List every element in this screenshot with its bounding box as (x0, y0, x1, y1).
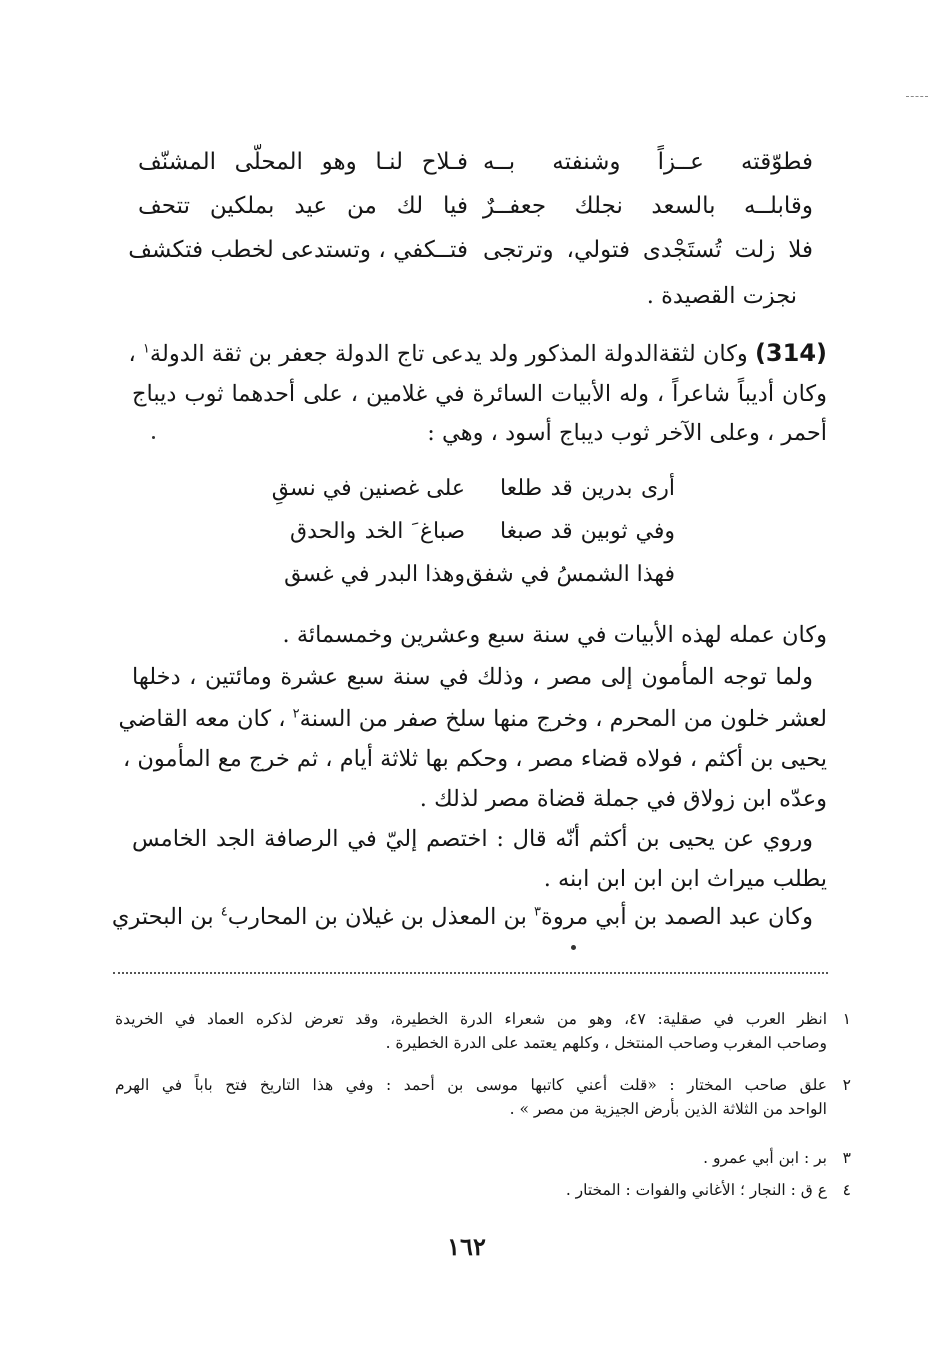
paragraph-number: (314) (754, 339, 827, 367)
footnote-number: ٣ (842, 1149, 851, 1167)
verse-hemistich-first: فلا زلت تُستَجْدى فتولي، وترتجى (483, 237, 813, 263)
verse-line (128, 228, 813, 272)
footnote-text: انظر العرب في صقلية: ٤٧، وهو من شعراء الدرة الخطيرة، وقد تعرض لذكره العماد في الخريدة (115, 1010, 827, 1028)
footnote-divider (113, 972, 828, 974)
stray-mark (571, 945, 576, 950)
verse-hemistich-first: وفي ثوبين قد صبغا (500, 519, 675, 544)
poem-ending-note: نجزت القصيدة . (646, 283, 797, 309)
opening-verses (128, 140, 813, 272)
paragraph-line: يحيى بن أكثم ، فولاه قضاء مصر ، وحكم بها ثلاثة أيام ، ثم خرج مع المأمون ، (122, 746, 827, 772)
verse-hemistich-first: أرى بدرين قد طلعا (500, 476, 675, 501)
footnote-text: ع ق : النجار ؛ الأغاني والفوات : المختار . (565, 1181, 827, 1199)
paragraph-line: وعدّه ابن زولاق في جملة قضاة مصر لذلك . (419, 786, 827, 812)
paragraph-line: وكان أديباً شاعراً ، وله الأبيات السائرة في غلامين ، على أحدهما ثوب ديباج (132, 381, 827, 407)
footnote-text: الواحد من الثلاثة الذين بأرض الجيزية من مصر » . (509, 1100, 827, 1118)
footnote (115, 1010, 851, 1052)
paragraph-text: لعشر خلون من المحرم ، وخرج منها سلخ صفر من السنة (299, 706, 827, 732)
footnote-text: بر : ابن أبي عمرو . (703, 1149, 827, 1167)
verse-hemistich-first: وقابلــه بالسعد نجلك جعفــرٌ (483, 193, 813, 219)
poem-block (271, 467, 675, 596)
stray-mark (152, 436, 155, 439)
paragraph-line: يطلب ميراث ابن ابن ابن ابنه . (543, 866, 827, 892)
verse-hemistich-first: فهذا الشمسُ في شفق (465, 562, 675, 587)
paragraph-text: ، (128, 341, 136, 367)
paragraph-line: أحمر ، وعلى الآخر ثوب ديباج أسود ، وهي : (427, 420, 827, 446)
footnote-number: ٤ (842, 1181, 851, 1199)
paragraph-text: وكان لثقةالدولة المذكور ولد يدعى تاج الدولة جعفر بن ثقة الدولة (149, 341, 748, 367)
scan-mark (906, 96, 928, 97)
footnote (115, 1149, 851, 1167)
paragraph-text: بن البحتري (111, 904, 214, 930)
paragraph-line (111, 904, 813, 930)
verse-line (271, 467, 675, 510)
paragraph-line (118, 706, 827, 732)
paragraph-line (128, 339, 827, 367)
page-number: ١٦٢ (447, 1232, 486, 1261)
paragraph-text: ، كان معه القاضي (118, 706, 286, 732)
footnote (115, 1076, 851, 1118)
verse-hemistich-second: صباغ َ الخد والحدق (290, 519, 465, 544)
verse-hemistich-first: فطوّقته عــزاً وشنفته بــه (483, 149, 813, 175)
paragraph-line: ولما توجه المأمون إلى مصر ، وذلك في سنة سبع عشرة ومائتين ، دخلها (132, 664, 813, 690)
footnote-text: وصاحب المغرب وصاحب المنتخل ، وكلهم يعتمد على الدرة الخطيرة . (385, 1034, 827, 1052)
footnote-number: ١ (842, 1010, 851, 1028)
paragraph-line: وروي عن يحيى بن أكثم أنّه قال : اختصم إليّ في الرصافة الجد الخامس (132, 826, 813, 852)
verse-line (284, 553, 675, 596)
footnote-ref: ٢ (292, 706, 300, 722)
verse-hemistich-second: فيا لك من عيد بملكين تتحف (138, 193, 468, 219)
paragraph-text: بن المعذل بن غيلان بن المحارب (227, 904, 527, 930)
verse-hemistich-second: على غصنين في نسقِ (271, 476, 465, 501)
verse-hemistich-second: وهذا البدر في غسق (284, 562, 465, 587)
footnote-text: علق صاحب المختار : «قلت أعني كاتبها موسى بن أحمد : وفي هذا التاريخ فتح باباً في الهرم (115, 1076, 827, 1094)
verse-line (138, 140, 813, 184)
paragraph-line: وكان عمله لهذه الأبيات في سنة سبع وعشرين وخمسمائة . (282, 622, 827, 648)
verse-line (290, 510, 675, 553)
paragraph-text: وكان عبد الصمد بن أبي مروة (541, 904, 813, 930)
verse-line (138, 184, 813, 228)
verse-hemistich-second: فـلاح لنـا وهو المحلّى المشنّف (138, 149, 468, 175)
footnote (115, 1181, 851, 1199)
footnote-number: ٢ (842, 1076, 851, 1094)
footnote-ref: ٤ (220, 904, 228, 920)
footnote-ref: ١ (142, 341, 150, 357)
verse-hemistich-second: فتــكفي ، وتستدعى لخطب فتكشف (128, 237, 468, 263)
footnote-ref: ٣ (534, 904, 542, 920)
